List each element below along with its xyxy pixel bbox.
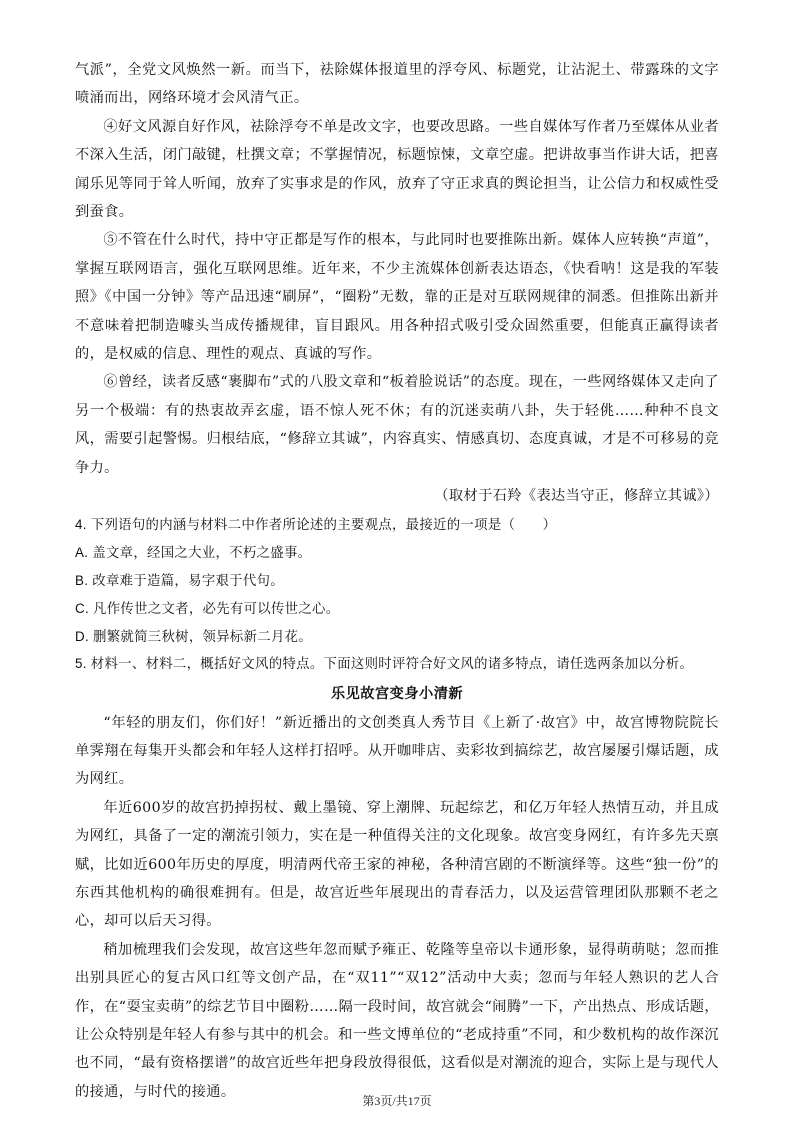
question-4-option-c: C. 凡作传世之文者，必先有可以传世之心。: [75, 600, 340, 616]
question-4-option-a: A. 盖文章，经国之大业，不朽之盛事。: [75, 544, 312, 560]
material-paragraph: ④好文风源自好作风，祛除浮夸不单是改文字，也要改思路。一些自媒体写作者乃至媒体从业者不深入生活，闭门敲键，杜撰文章；不掌握情况，标题惊悚，文章空虚。把讲故事当作讲大话，把喜闻乐见等同于耸人听闻，放弃了实事求是的作风，放弃了守正求真的舆论担当，让公信力和权威性受到蚕食。: [75, 118, 719, 221]
question-4-option-d: D. 删繁就简三秋树，领异标新二月花。: [75, 628, 313, 644]
material-paragraph: 气派”，全党文风焕然一新。而当下，祛除媒体报道里的浮夸风、标题党，让沾泥土、带露珠的文字喷涌而出，网络环境才会风清气正。: [75, 62, 719, 107]
material-paragraph: ⑤不管在什么时代，持中守正都是写作的根本，与此同时也要推陈出新。媒体人应转换“声道”，掌握互联网语言，强化互联网思维。近年来，不少主流媒体创新表达语态，《快看呐！这是我的军装照》《中国一分钟》等产品迅速“刷屏”，“圈粉”无数，靠的正是对互联网规律的洞悉。但推陈出新并不意味着把制造噱头当成传播规律，盲目跟风。用各种招式吸引受众固然重要，但能真正赢得读者的，是权威的信息、理性的观点、真诚的写作。: [75, 232, 719, 363]
material-paragraph: ⑥曾经，读者反感“裹脚布”式的八股文章和“板着脸说话”的态度。现在，一些网络媒体又走向了另一个极端：有的热衷故弄玄虚，语不惊人死不休；有的沉迷卖萌八卦，失于轻佻……种种不良文风，需要引起警惕。归根结底，“修辞立其诚”，内容真实、情感真切、态度真诚，才是不可移易的竞争力。: [75, 374, 719, 476]
question-4-option-b: B. 改章难于造篇，易字艰于代句。: [75, 572, 284, 588]
page-content: [75, 56, 719, 1106]
article-title: 乐见故宫变身小清新: [330, 685, 464, 702]
article-paragraph: 稍加梳理我们会发现，故宫这些年忽而赋予雍正、乾隆等皇帝以卡通形象，显得萌萌哒；忽而推出别具匠心的复古风口红等文创产品，在“双11”“双12”活动中大卖；忽而与年轻人熟识的艺人合作，在“耍宝卖萌”的综艺节目中圈粉……隔一段时间，故宫就会“闹腾”一下，产出热点、形成话题，让公众特别是年轻人有参与其中的机会。和一些文博单位的“老成持重”不同，和少数机构的故作深沉也不同，“最有资格摆谱”的故宫近些年把身段放得很低，这看似是对潮流的迎合，实际上是与现代人的接通，与时代的接通。: [75, 941, 719, 1100]
article-paragraph: “年轻的朋友们，你们好！”新近播出的文创类真人秀节目《上新了·故宫》中，故宫博物院院长单霁翔在每集开头都会和年轻人这样打招呼。从开咖啡店、卖彩妆到搞综艺，故宫屡屡引爆话题，成为网红。: [75, 714, 719, 788]
page-number-footer: 第3页/共17页: [362, 1094, 432, 1108]
article-paragraph: 年近600岁的故宫扔掉拐杖、戴上墨镜、穿上潮牌、玩起综艺，和亿万年轻人热情互动，并且成为网红，具备了一定的潮流引领力，实在是一种值得关注的文化现象。故宫变身网红，有许多先天禀赋，比如近600年历史的厚度，明清两代帝王家的神秘，各种清宫剧的不断演绎等。这些“独一份”的东西其他机构的确很难拥有。但是，故宫近些年展现出的青春活力，以及运营管理团队那颗不老之心，却可以后天习得。: [75, 799, 719, 930]
material-source: （取材于石羚《表达当守正，修辞立其诚》）: [434, 488, 719, 505]
question-4-stem: 4. 下列语句的内涵与材料二中作者所论述的主要观点，最接近的一项是（ ）: [75, 516, 557, 532]
question-5-stem: 5. 材料一、材料二，概括好文风的特点。下面这则时评符合好文风的诸多特点，请任选两条加以分析。: [75, 655, 694, 671]
